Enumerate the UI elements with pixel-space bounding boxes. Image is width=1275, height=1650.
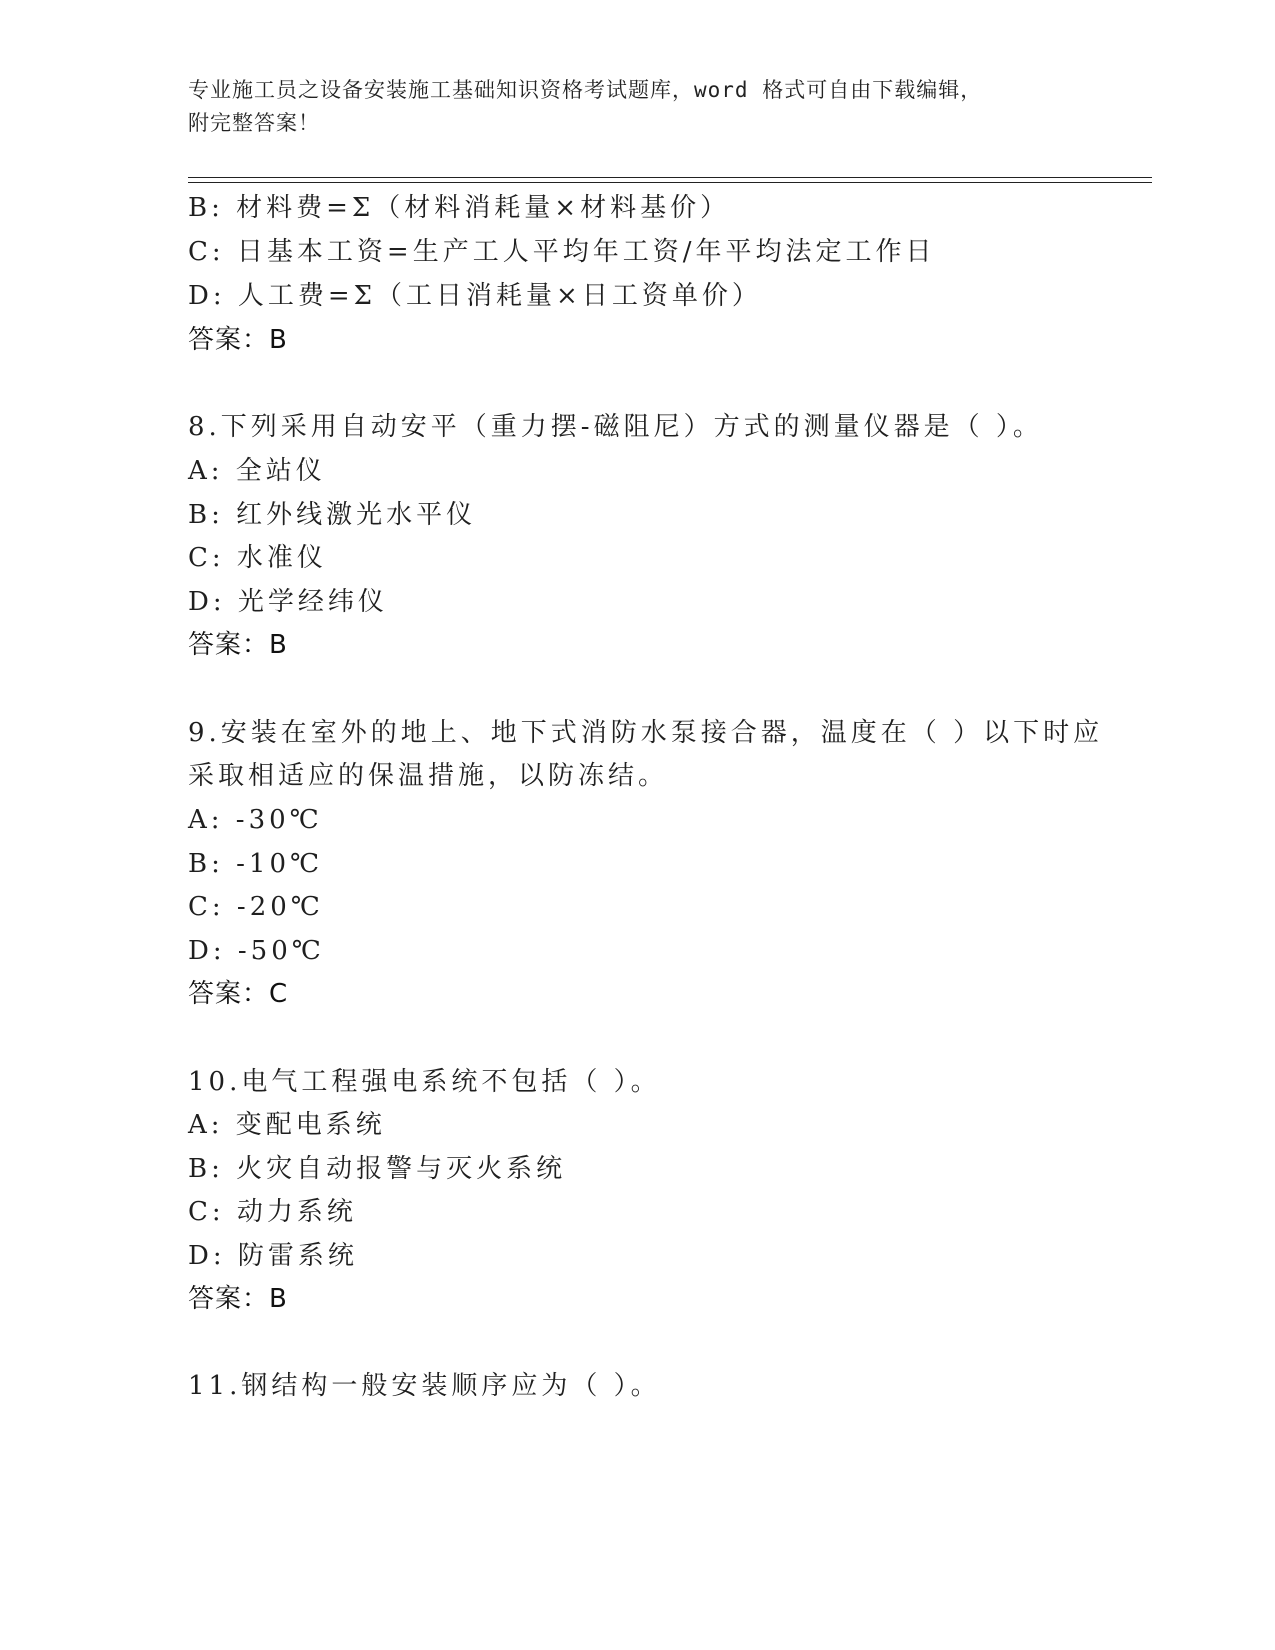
q11-stem: 11.钢结构一般安装顺序应为（ ）。 <box>188 1371 661 1401</box>
q8-option-b: B: 红外线激光水平仪 <box>188 500 477 530</box>
header-line-2: 附完整答案！ <box>188 111 320 135</box>
q10-option-a: A: 变配电系统 <box>188 1110 386 1140</box>
q9-stem-line-2: 采取相适应的保温措施，以防冻结。 <box>188 761 669 791</box>
q10-option-b: B: 火灾自动报警与灭火系统 <box>188 1154 567 1184</box>
q10-option-d: D: 防雷系统 <box>188 1241 358 1271</box>
q8-answer: 答案：B <box>188 630 288 660</box>
q9-stem-line-1: 9.安装在室外的地上、地下式消防水泵接合器，温度在（ ）以下时应 <box>188 718 1104 748</box>
header-divider-top <box>188 177 1152 178</box>
q8-stem: 8.下列采用自动安平（重力摆-磁阻尼）方式的测量仪器是（ ）。 <box>188 412 1043 442</box>
header-line-1: 专业施工员之设备安装施工基础知识资格考试题库，word 格式可自由下载编辑， <box>188 78 983 102</box>
header-divider-bottom <box>188 182 1152 183</box>
q9-option-c: C: -20℃ <box>188 892 324 922</box>
q8-option-c: C: 水准仪 <box>188 543 327 573</box>
q7-option-b: B: 材料费=Σ（材料消耗量×材料基价） <box>188 193 731 223</box>
q7-answer: 答案：B <box>188 325 288 355</box>
q9-answer: 答案：C <box>188 979 289 1009</box>
q9-option-a: A: -30℃ <box>188 805 323 835</box>
q10-stem: 10.电气工程强电系统不包括（ ）。 <box>188 1067 661 1097</box>
q9-option-d: D: -50℃ <box>188 936 325 966</box>
q9-option-b: B: -10℃ <box>188 849 324 879</box>
q7-option-d: D: 人工费=Σ（工日消耗量×日工资单价） <box>188 281 762 311</box>
q10-option-c: C: 动力系统 <box>188 1197 357 1227</box>
q7-option-c: C: 日基本工资=生产工人平均年工资/年平均法定工作日 <box>188 237 936 267</box>
document-header <box>188 74 1068 140</box>
q8-option-a: A: 全站仪 <box>188 456 326 486</box>
q10-answer: 答案：B <box>188 1284 288 1314</box>
q8-option-d: D: 光学经纬仪 <box>188 587 388 617</box>
